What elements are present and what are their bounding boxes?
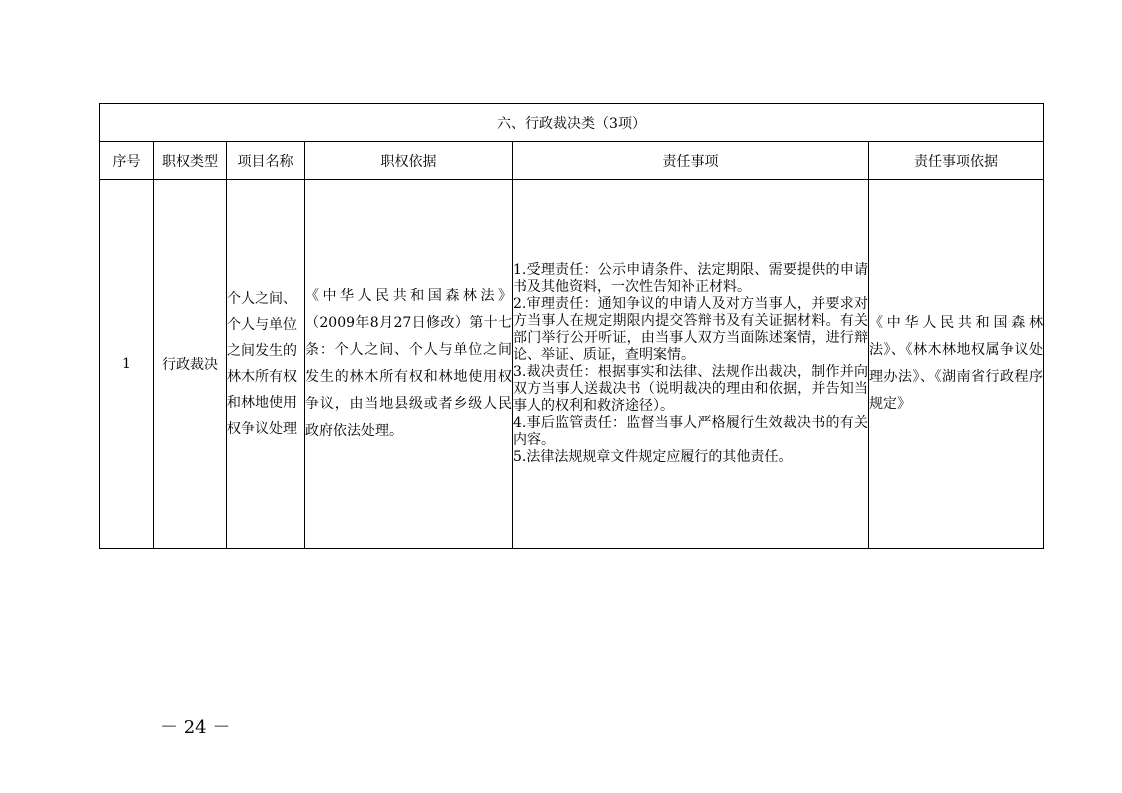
responsibility-item: 1.受理责任：公示申请条件、法定期限、需要提供的申请书及其他资料，一次性告知补正材料。 bbox=[513, 262, 868, 295]
row-number: 1 bbox=[100, 180, 154, 549]
header-responsibility-basis: 责任事项依据 bbox=[869, 142, 1044, 180]
row-power-type: 行政裁决 bbox=[154, 180, 227, 549]
row-power-basis: 《中华人民共和国森林法》（2009年8月27日修改）第十七条：个人之间、个人与单位之间发生的林木所有权和林地使用权争议，由当地县级或者乡级人民政府依法处理。 bbox=[305, 180, 513, 549]
row-responsibilities bbox=[513, 180, 869, 549]
header-power-type: 职权类型 bbox=[154, 142, 227, 180]
row-responsibility-basis: 《中华人民共和国森林法》、《林木林地权属争议处理办法》、《湖南省行政程序规定》 bbox=[869, 180, 1044, 549]
section-title: 六、行政裁决类（3项） bbox=[100, 104, 1044, 142]
responsibility-item: 2.审理责任：通知争议的申请人及对方当事人，并要求对方当事人在规定期限内提交答辩书及有关证据材料。有关部门举行公开听证，由当事人双方当面陈述案情，进行辩论、举证、质证，查明案情。 bbox=[513, 296, 868, 363]
header-power-basis: 职权依据 bbox=[305, 142, 513, 180]
responsibility-item: 5.法律法规规章文件规定应履行的其他责任。 bbox=[513, 449, 793, 465]
table-row bbox=[100, 180, 1044, 549]
header-item-name: 项目名称 bbox=[227, 142, 305, 180]
responsibility-item: 4.事后监管责任：监督当事人严格履行生效裁决书的有关内容。 bbox=[513, 415, 868, 448]
header-responsibilities: 责任事项 bbox=[513, 142, 869, 180]
header-number: 序号 bbox=[100, 142, 154, 180]
responsibility-table bbox=[99, 103, 1044, 549]
responsibility-item: 3.裁决责任：根据事实和法律、法规作出裁决，制作并向双方当事人送裁决书（说明裁决的理由和依据，并告知当事人的权利和救济途径）。 bbox=[513, 364, 868, 414]
row-item-name: 个人之间、个人与单位之间发生的林木所有权和林地使用权争议处理 bbox=[227, 180, 305, 549]
page-number: － 24 － bbox=[160, 717, 231, 738]
